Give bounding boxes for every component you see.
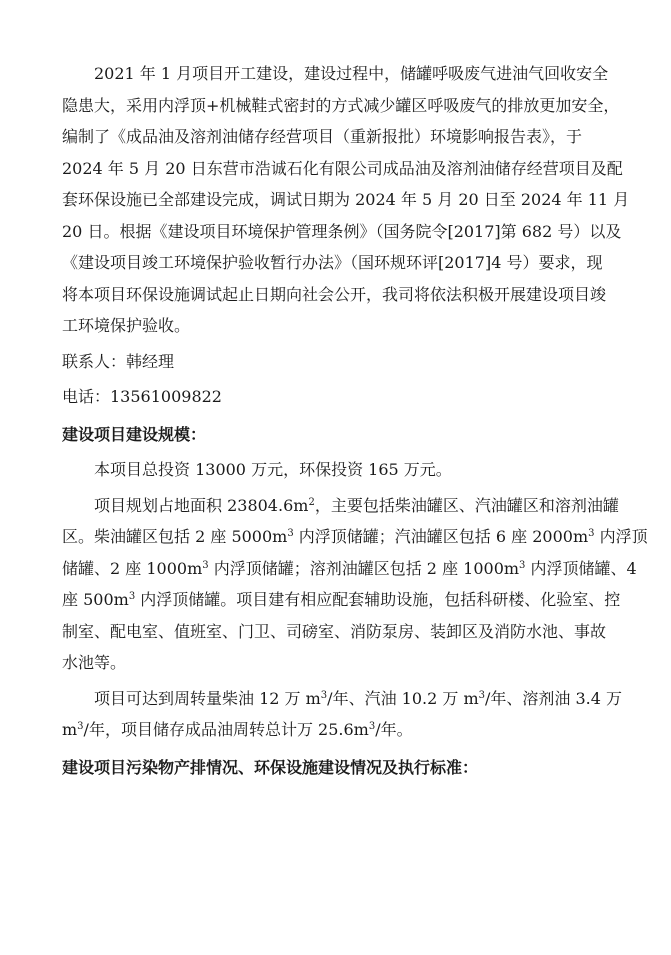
area-line: 项目规划占地面积 $23804.6m^2$，主要包括柴油罐区、汽油罐区和溶剂油罐 [94, 495, 619, 515]
section-heading-scale: 建设项目建设规模： [62, 424, 207, 444]
investment-text: 本项目总投资 13000 万元，环保投资 165 万元。 [94, 460, 452, 479]
area-line: 座 $500m^3$ 内浮顶储罐。项目建有相应配套辅助设施，包括科研楼、化验室、控 [62, 590, 621, 609]
section-heading-pollution: 建设项目污染物产排情况、环保设施建设情况及执行标准： [62, 757, 479, 777]
turnover-line: 项目可达到周转量柴油 12 万 $m^3/$年、汽油 10.2 万 $m^3/$年、溶剂油 3.4 万 [94, 688, 623, 708]
intro-line: 套环保设施已全部建设完成，调试日期为 2024 年 5 月 20 日至 2024 年 11 月 [62, 190, 630, 209]
intro-line: 20 日。根据《建设项目环境保护管理条例》（国务院令[2017]第 682 号）以及 [62, 221, 622, 241]
area-line: 区。柴油罐区包括 2 座 $5000m^3$ 内浮顶储罐；汽油罐区包括 6 座 $2000m^3$ 内浮顶 [62, 527, 648, 546]
intro-line: 将本项目环保设施调试起止日期向社会公开，我司将依法积极开展建设项目竣 [62, 284, 607, 304]
turnover-paragraph [62, 683, 623, 746]
intro-paragraph [62, 58, 630, 342]
turnover-line: $m^3/$年，项目储存成品油周转总计万 $25.6m^3/$年。 [62, 720, 413, 739]
intro-line: 2024 年 5 月 20 日东营市浩诚石化有限公司成品油及溶剂油储存经营项目及配 [62, 158, 623, 178]
area-line: 水池等。 [62, 653, 127, 672]
area-paragraph [62, 490, 648, 679]
intro-line: 工环境保护验收。 [62, 316, 191, 335]
intro-line: 隐患大，采用内浮顶+机械鞋式密封的方式减少罐区呼吸废气的排放更加安全， [62, 95, 620, 115]
contact-phone: 电话：13561009822 [62, 387, 222, 406]
contact-person: 联系人：韩经理 [62, 351, 175, 371]
intro-line: 2021 年 1 月项目开工建设，建设过程中，储罐呼吸废气进油气回收安全 [94, 64, 609, 83]
area-line: 制室、配电室、值班室、门卫、司磅室、消防泵房、装卸区及消防水池、事故 [62, 621, 607, 641]
intro-line: 编制了《成品油及溶剂油储存经营项目（重新报批）环境影响报告表》，于 [62, 127, 583, 146]
intro-line: 《建设项目竣工环境保护验收暂行办法》（国环规环评[2017]4 号）要求，现 [62, 253, 603, 272]
area-line: 储罐、2 座 $1000m^3$ 内浮顶储罐；溶剂油罐区包括 2 座 $1000m^3$ 内浮顶储罐、4 [62, 558, 637, 578]
